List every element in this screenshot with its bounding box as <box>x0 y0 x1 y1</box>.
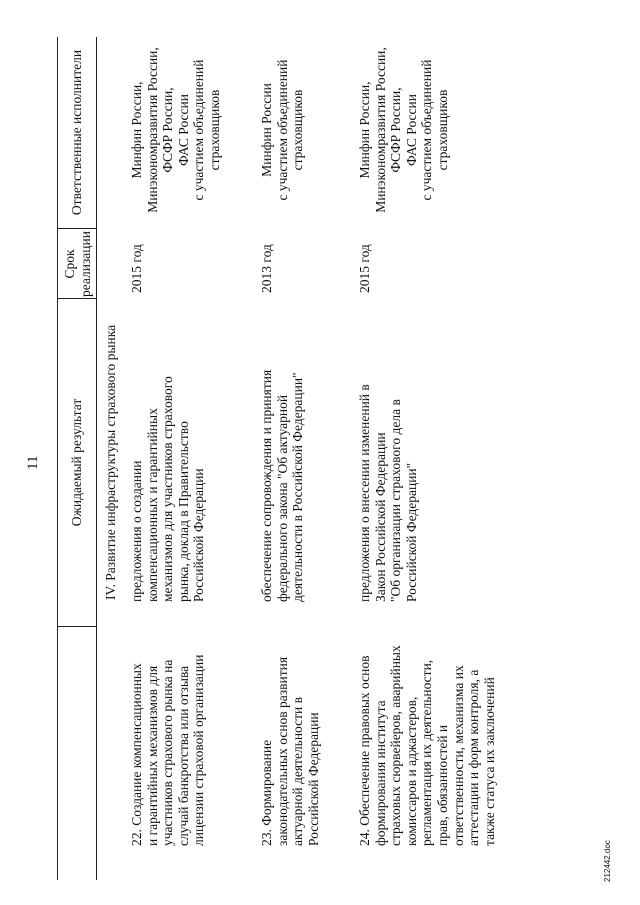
row-24-measure: 24. Обеспечение правовых основ формирования института страховых сюрвейеров, аварийных комиссаров и аджастеров, регламентация их деятельности, прав, обязанностей и ответственности, механизма их аттестации и форм контроля, а также статуса их заключений <box>357 645 497 846</box>
section-title: IV. Развитие инфраструктуры страхового рынка <box>103 324 118 600</box>
row-23-result: обеспечение сопровождения и принятия федерального закона "Об актуарной деятельности в Российской Федерации" <box>259 369 306 602</box>
header-executors: Ответственные исполнители <box>69 49 84 216</box>
col-divider-result <box>57 626 97 627</box>
header-bottom-border <box>96 37 97 880</box>
page-number: 11 <box>25 455 41 470</box>
header-result: Ожидаемый результат <box>69 398 84 527</box>
row-24-executors: Минфин России, Минэкономразвития России, ФСФР России, ФАС России с участием объединений страховщиков <box>357 47 450 213</box>
row-22-executors: Минфин России, Минэкономразвития России, ФСФР России, ФАС России с участием объединений страховщиков <box>129 47 222 213</box>
row-23-executors: Минфин России с участием объединений страховщиков <box>259 59 306 201</box>
document-id: 212442.doc <box>603 840 612 882</box>
table-top-border <box>57 37 58 880</box>
row-23-measure: 23. Формирование законодательных основ развития актуарной деятельности в Российской Федерации <box>259 656 321 846</box>
rotated-page <box>19 17 621 890</box>
row-24-result: предложения о внесении изменений в Закон Российской Федерации "Об организации страхового дела в Российской Федерации" <box>357 384 419 602</box>
row-22-measure: 22. Создание компенсационных и гарантийных механизмов для участников страхового рынка на случай банкротства или отзыва лицензии страховой организации <box>129 654 207 846</box>
row-22-result: предложения о создании компенсационных и гарантийных механизмов для участников страхового рынка, доклад в Правительство Российской Федерации <box>129 376 207 602</box>
row-23-term: 2013 год <box>259 244 274 293</box>
row-24-term: 2015 год <box>357 244 372 293</box>
header-term: Срок реализации <box>62 231 93 297</box>
row-22-term: 2015 год <box>129 244 144 293</box>
